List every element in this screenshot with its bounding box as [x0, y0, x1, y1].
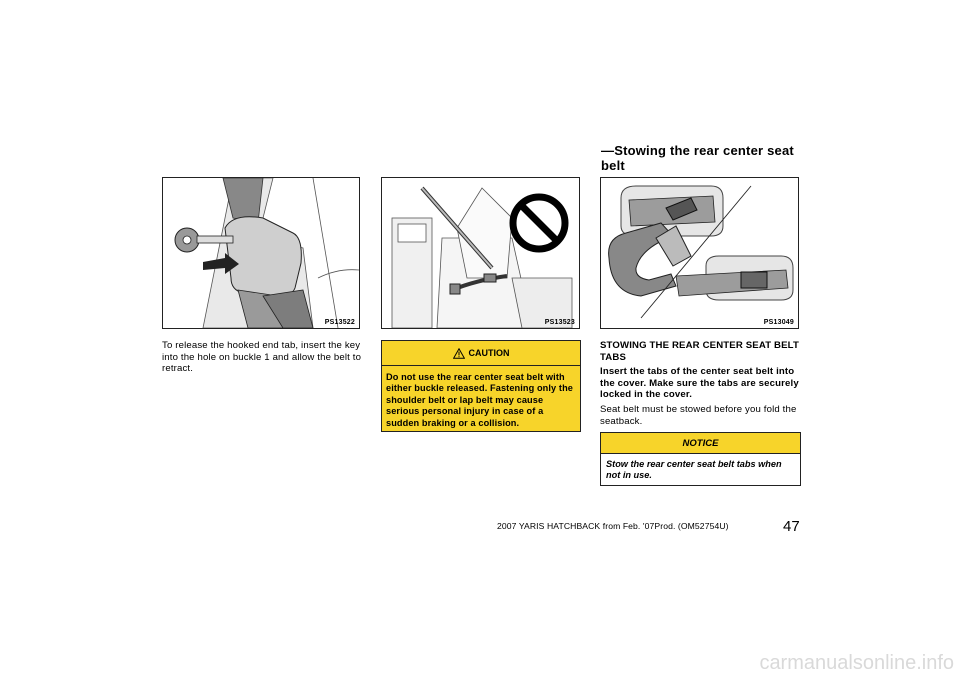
- stowing-note: Seat belt must be stowed before you fold the seatback.: [600, 404, 797, 427]
- stowing-instruction: Insert the tabs of the center seat belt into the cover. Make sure the tabs are securely locked in the cover.: [600, 366, 799, 400]
- caution-text: Do not use the rear center seat belt with either buckle released. Fastening only the shoulder belt or lap belt may cause serious personal injury in case of a sudden braking or a collision.: [386, 372, 573, 428]
- figure-code: PS13522: [324, 319, 355, 326]
- figure-buckle-release: [162, 177, 360, 329]
- stowing-heading: STOWING THE REAR CENTER SEAT BELT TABS: [600, 340, 799, 363]
- caution-box: [381, 340, 581, 432]
- figure-stowing-tabs: [600, 177, 799, 329]
- page-number: 47: [783, 518, 800, 535]
- notice-title: NOTICE: [601, 433, 800, 454]
- caution-header: [382, 341, 580, 366]
- footer-model-info: 2007 YARIS HATCHBACK from Feb. '07Prod. (OM52754U): [497, 521, 729, 531]
- buckle-release-instruction: To release the hooked end tab, insert the key into the hole on buckle 1 and allow the belt to retract.: [162, 340, 362, 374]
- watermark: carmanualsonline.info: [759, 652, 954, 674]
- figure-code: PS13049: [763, 319, 794, 326]
- prohibited-use-illustration: [382, 178, 579, 328]
- figure-code: PS13523: [544, 319, 575, 326]
- stowing-tabs-illustration: [601, 178, 798, 328]
- warning-triangle-icon: [453, 348, 465, 359]
- notice-text: Stow the rear center seat belt tabs when not in use.: [606, 459, 782, 481]
- figure-prohibited-use: [381, 177, 580, 329]
- notice-box: [600, 432, 801, 486]
- buckle-release-illustration: [163, 178, 359, 328]
- section-title: —Stowing the rear center seat belt: [601, 143, 794, 173]
- caution-title: CAUTION: [468, 348, 510, 358]
